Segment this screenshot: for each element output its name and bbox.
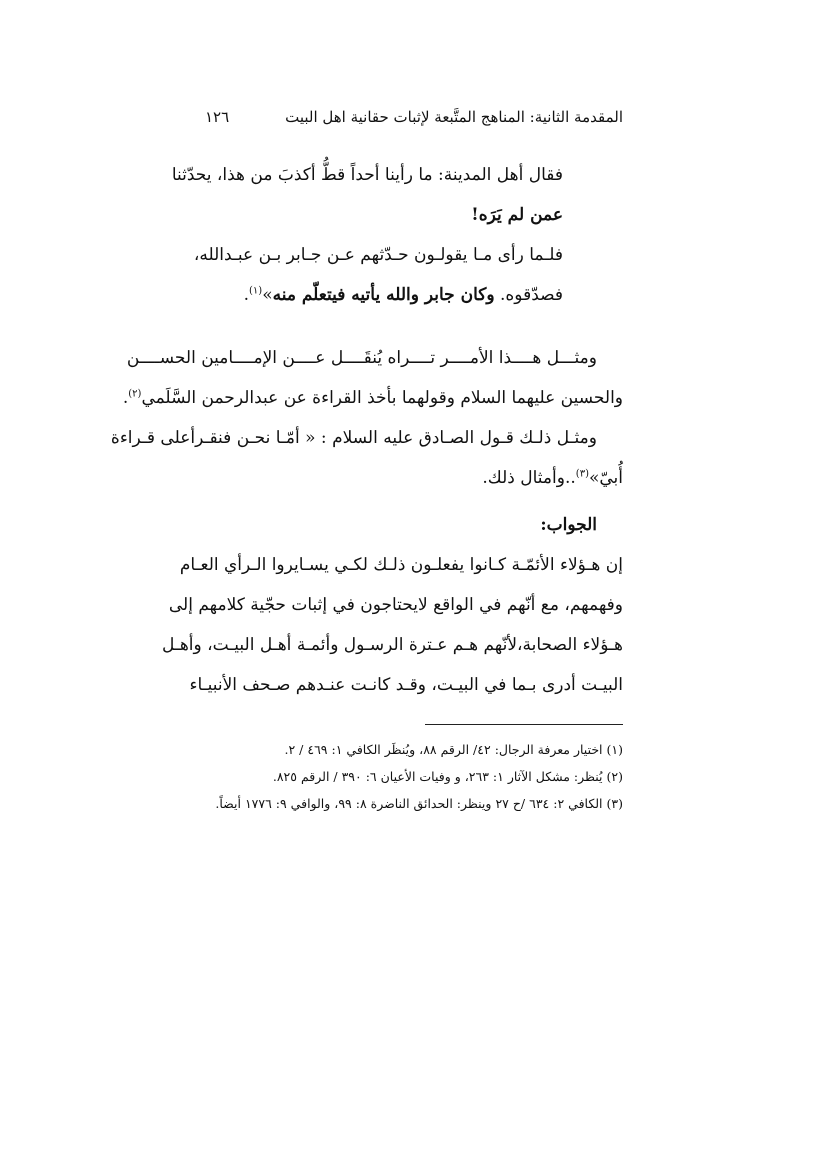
text-tail: ..وأمثال ذلك.	[482, 468, 576, 488]
answer-block	[161, 505, 623, 705]
text-line: إن هـؤلاء الأئمّـة كـانوا يفعلـون ذلـك لكـي يسـايروا الـرأي العـام	[179, 555, 623, 575]
period: .	[122, 388, 129, 408]
footnote-ref-1: (١)	[249, 285, 263, 297]
text-normal: أُبيّ»	[588, 468, 623, 488]
footnote: (١) اختيار معرفة الرجال: ٤٢/ الرقم ٨٨، ويُنظَر الكافي ١: ٤٦٩ / ٢.	[284, 742, 623, 757]
footnote: (٢) يُنظر: مشكل الآثار ١: ٢٦٣، و وفيات الأعيان ٦: ٣٩٠ / الرقم ٨٢٥.	[272, 769, 623, 784]
text-normal: والحسين عليهما السلام وقولهما بأخذ القراءة عن عبدالرحمن السَّلَمي	[141, 388, 623, 408]
footnote: (٣) الكافي ٢: ٦٣٤ /ح ٢٧ وينظر: الحدائق الناضرة ٨: ٩٩، والوافي ٩: ١٧٧٦ أيضاً.	[215, 796, 623, 811]
text-line: فقال أهل المدينة: ما رأينا أحداً قطُّ أكذبَ من هذا، يحدّثنا	[171, 165, 563, 185]
quote-block	[171, 155, 623, 315]
text-line: ومثـل ذلـك قـول الصـادق عليه السلام : « أمّـا نحـن فنقـرأعلى قـراءة	[110, 428, 597, 448]
quote-close: »	[262, 285, 273, 305]
running-header	[205, 104, 623, 130]
text-line	[205, 275, 623, 315]
footnotes	[205, 736, 623, 817]
text-line: البيـت أدرى بـما في البيـت، وقـد كانـت عنـدهم صـحف الأنبيـاء	[189, 675, 623, 695]
text-line	[122, 378, 623, 418]
page-number: ١٢٦	[205, 108, 230, 126]
text-line: هـؤلاء الصحابة،لأنّهم هـم عـترة الرسـول وأئمـة أهـل البيـت، وأهـل	[161, 635, 623, 655]
text-normal: فصدّقوه.	[494, 285, 563, 305]
text-line: وفهمهم، مع أنّهم في الواقع لايحتاجون في إثبات حجّية كلامهم إلى	[168, 595, 623, 615]
footnote-ref-2: (٢)	[128, 388, 142, 400]
footnote-divider	[425, 724, 623, 725]
text-bold: وكان جابر والله يأتيه فيتعلّم منه	[272, 285, 495, 305]
text-line: ومثـــل هــــذا الأمــــر تــــراه يُنقَــــل عــــن الإمــــامين الحســــن	[126, 348, 597, 368]
paragraph-block	[110, 338, 623, 498]
footnote-ref-3: (٣)	[575, 468, 589, 480]
text-line	[205, 458, 623, 498]
answer-heading: الجواب:	[540, 515, 597, 535]
period: .	[243, 285, 249, 305]
text-line: عمن لم يَرَه!	[471, 205, 563, 225]
text-line: فلـما رأى مـا يقولـون حـدّثهم عـن جـابر بـن عبـدالله،	[193, 245, 563, 265]
header-title: المقدمة الثانية: المناهج المتَّبعة لإثبات حقانية اهل البيت	[285, 108, 623, 126]
